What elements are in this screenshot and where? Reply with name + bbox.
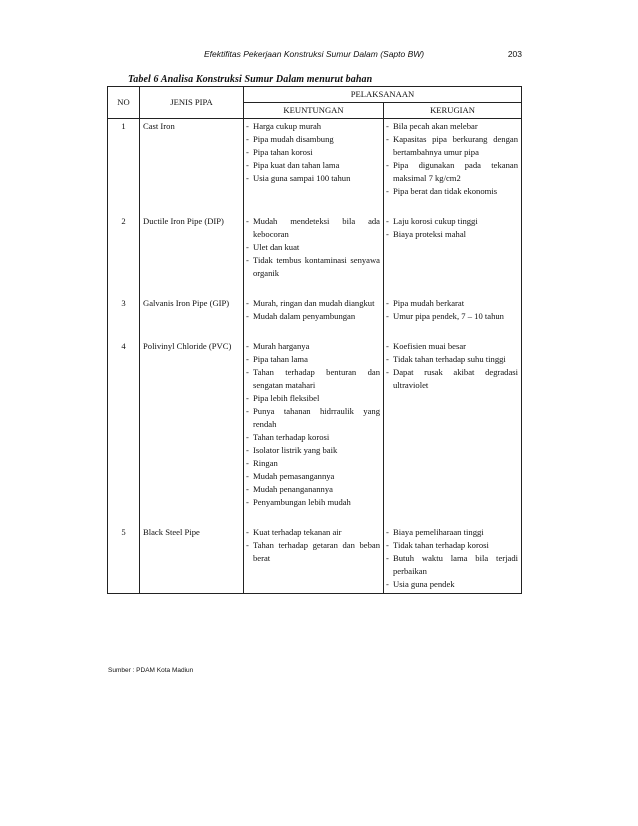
keuntungan-list: [247, 215, 380, 280]
kerugian-item: - Tidak tahan terhadap korosi: [387, 539, 518, 552]
kerugian-item: - Biaya proteksi mahal: [387, 228, 518, 241]
kerugian-cell: [384, 525, 522, 594]
keuntungan-item: - Tahan terhadap korosi: [247, 431, 380, 444]
keuntungan-item: - Pipa mudah disambung: [247, 133, 380, 146]
keuntungan-item: - Tidak tembus kontaminasi senyawa organik: [247, 254, 380, 280]
kerugian-item: - Laju korosi cukup tinggi: [387, 215, 518, 228]
kerugian-item: - Tidak tahan terhadap suhu tinggi: [387, 353, 518, 366]
source-note: Sumber : PDAM Kota Madiun: [108, 667, 194, 674]
keuntungan-item: - Mudah mendeteksi bila ada kebocoran: [247, 215, 380, 241]
kerugian-item: - Kapasitas pipa berkurang dengan bertambahnya umur pipa: [387, 133, 518, 159]
kerugian-item: - Pipa berat dan tidak ekonomis: [387, 185, 518, 198]
pipe-type: Black Steel Pipe: [140, 525, 244, 594]
keuntungan-item: - Tahan terhadap getaran dan beban berat: [247, 539, 380, 565]
keuntungan-item: - Murah harganya: [247, 340, 380, 353]
pipe-type: Ductile Iron Pipe (DIP): [140, 214, 244, 296]
page-number: 203: [507, 49, 522, 59]
row-number: 3: [108, 296, 140, 339]
kerugian-list: [387, 215, 518, 241]
keuntungan-item: - Penyambungan lebih mudah: [247, 496, 380, 509]
header-keuntungan: KEUNTUNGAN: [244, 103, 384, 119]
keuntungan-cell: [244, 296, 384, 339]
kerugian-item: - Pipa digunakan pada tekanan maksimal 7 kg/cm2: [387, 159, 518, 185]
kerugian-list: [387, 340, 518, 392]
row-number: 4: [108, 339, 140, 525]
kerugian-item: - Pipa mudah berkarat: [387, 297, 518, 310]
keuntungan-item: - Mudah penanganannya: [247, 483, 380, 496]
row-number: 2: [108, 214, 140, 296]
kerugian-item: - Bila pecah akan melebar: [387, 120, 518, 133]
keuntungan-item: - Isolator listrik yang baik: [247, 444, 380, 457]
keuntungan-item: - Mudah pemasangannya: [247, 470, 380, 483]
table-row: [108, 296, 522, 339]
keuntungan-item: - Mudah dalam penyambungan: [247, 310, 380, 323]
kerugian-cell: [384, 296, 522, 339]
pipe-analysis-table: [107, 86, 522, 594]
pipe-type: Cast Iron: [140, 119, 244, 215]
keuntungan-item: - Pipa lebih fleksibel: [247, 392, 380, 405]
running-header: [120, 49, 522, 63]
keuntungan-item: - Pipa kuat dan tahan lama: [247, 159, 380, 172]
kerugian-list: [387, 526, 518, 591]
table-row: [108, 339, 522, 525]
pipe-type: Polivinyl Chloride (PVC): [140, 339, 244, 525]
kerugian-cell: [384, 214, 522, 296]
kerugian-list: [387, 120, 518, 198]
keuntungan-list: [247, 526, 380, 565]
header-jenis-pipa: JENIS PIPA: [140, 87, 244, 119]
kerugian-cell: [384, 119, 522, 215]
table-body: [108, 119, 522, 594]
header-no: NO: [108, 87, 140, 119]
keuntungan-list: [247, 340, 380, 509]
keuntungan-cell: [244, 214, 384, 296]
kerugian-item: - Biaya pemeliharaan tinggi: [387, 526, 518, 539]
table-row: [108, 214, 522, 296]
keuntungan-item: - Murah, ringan dan mudah diangkut: [247, 297, 380, 310]
keuntungan-list: [247, 120, 380, 185]
keuntungan-item: - Punya tahanan hidrraulik yang rendah: [247, 405, 380, 431]
kerugian-item: - Umur pipa pendek, 7 – 10 tahun: [387, 310, 518, 323]
row-number: 5: [108, 525, 140, 594]
row-number: 1: [108, 119, 140, 215]
keuntungan-item: - Pipa tahan lama: [247, 353, 380, 366]
running-header-title: Efektifitas Pekerjaan Konstruksi Sumur Dalam (Sapto BW): [204, 49, 425, 59]
kerugian-cell: [384, 339, 522, 525]
kerugian-item: - Butuh waktu lama bila terjadi perbaikan: [387, 552, 518, 578]
table-row: [108, 525, 522, 594]
keuntungan-cell: [244, 339, 384, 525]
keuntungan-item: - Tahan terhadap benturan dan sengatan matahari: [247, 366, 380, 392]
header-kerugian: KERUGIAN: [384, 103, 522, 119]
keuntungan-item: - Kuat terhadap tekanan air: [247, 526, 380, 539]
pipe-type: Galvanis Iron Pipe (GIP): [140, 296, 244, 339]
keuntungan-cell: [244, 119, 384, 215]
table-caption: Tabel 6 Analisa Konstruksi Sumur Dalam menurut bahan: [128, 74, 373, 85]
kerugian-item: - Dapat rusak akibat degradasi ultraviolet: [387, 366, 518, 392]
header-pelaksanaan: PELAKSANAAN: [244, 87, 522, 103]
keuntungan-item: - Harga cukup murah: [247, 120, 380, 133]
keuntungan-item: - Pipa tahan korosi: [247, 146, 380, 159]
kerugian-item: - Usia guna pendek: [387, 578, 518, 591]
keuntungan-item: - Ringan: [247, 457, 380, 470]
table-row: [108, 119, 522, 215]
kerugian-list: [387, 297, 518, 323]
keuntungan-cell: [244, 525, 384, 594]
keuntungan-item: - Usia guna sampai 100 tahun: [247, 172, 380, 185]
keuntungan-list: [247, 297, 380, 323]
kerugian-item: - Koefisien muai besar: [387, 340, 518, 353]
keuntungan-item: - Ulet dan kuat: [247, 241, 380, 254]
